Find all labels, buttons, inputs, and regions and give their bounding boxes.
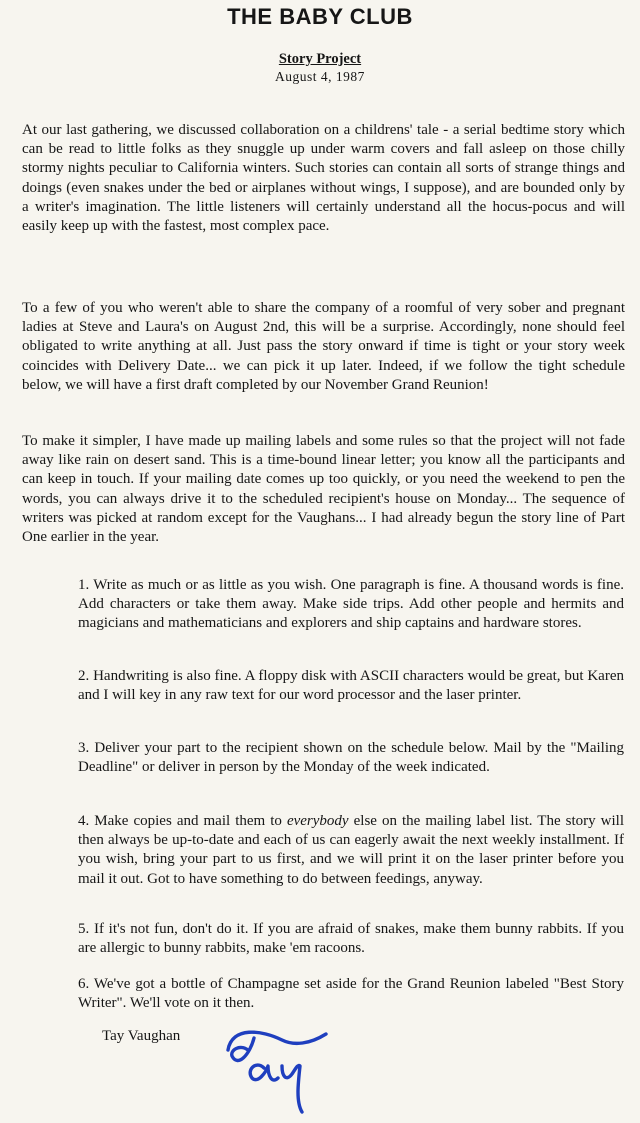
handwritten-signature	[222, 1022, 342, 1116]
signer-name: Tay Vaughan	[102, 1028, 181, 1044]
rule-text: 4. Make copies and mail them to	[78, 813, 287, 829]
letter-date: August 4, 1987	[275, 69, 365, 84]
rule-item: 6. We've got a bottle of Champagne set aside for the Grand Reunion labeled "Best Story Writer". We'll vote on it then.	[78, 976, 624, 1012]
rule-text: else on the mailing label list. The story will then always be up-to-date and each of us can eagerly await the next weekly installment. If you wish, bring your part to us first, and we will print it on the laser printer before you mail it out. Got to have something to do between feedings, anyway.	[78, 813, 624, 887]
rule-item: 3. Deliver your part to the recipient shown on the schedule below. Mail by the "Mailing Deadline" or deliver in person by the Monday of the week indicated.	[78, 740, 624, 776]
rule-item: 5. If it's not fun, don't do it. If you are afraid of snakes, make them bunny rabbits. If you are allergic to bunny rabbits, make 'em racoons.	[78, 921, 624, 957]
rule-item	[78, 812, 624, 889]
rule-emphasis: everybody	[286, 813, 349, 829]
club-title: THE BABY CLUB	[227, 4, 413, 29]
rule-item: 2. Handwriting is also fine. A floppy disk with ASCII characters would be great, but Karen and I will key in any raw text for our word processor and the laser printer.	[78, 668, 624, 704]
paragraph-intro: At our last gathering, we discussed collaboration on a childrens' tale - a serial bedtime story which can be read to little folks as they snuggle up under warm covers and fall asleep on those chilly stormy nights peculiar to California winters. Such stories can contain all sorts of strange things and doings (even snakes under the bed or airplanes without wings, I suppose), and are bounded only by a writer's imagination. The little listeners will certainly understand all the hocus-pocus and will easily keep up with the fastest, most complex pace.	[22, 122, 625, 235]
paragraph-surprise: To a few of you who weren't able to share the company of a roomful of very sober and pregnant ladies at Steve and Laura's on August 2nd, this will be a surprise. Accordingly, none should feel obligated to write anything at all. Just pass the story onward if time is tight or your story week coincides with Delivery Date... we can pick it up later. Indeed, if we follow the tight schedule below, we will have a first draft completed by our November Grand Reunion!	[22, 300, 625, 393]
paragraph-mailing: To make it simpler, I have made up mailing labels and some rules so that the project will not fade away like rain on desert sand. This is a time-bound linear letter; you know all the participants and can keep in touch. If your mailing date comes up too quickly, or you need the weekend to pen the words, you can always drive it to the scheduled recipient's house on Monday... The sequence of writers was picked at random except for the Vaughans... I had already begun the story line of Part One earlier in the year.	[22, 433, 625, 546]
rule-item: 1. Write as much or as little as you wish. One paragraph is fine. A thousand words is fine. Add characters or take them away. Make side trips. Add other people and hermits and magicians and mathematicians and explorers and ship captains and hardware stores.	[78, 577, 624, 632]
subject-line: Story Project	[278, 51, 362, 67]
